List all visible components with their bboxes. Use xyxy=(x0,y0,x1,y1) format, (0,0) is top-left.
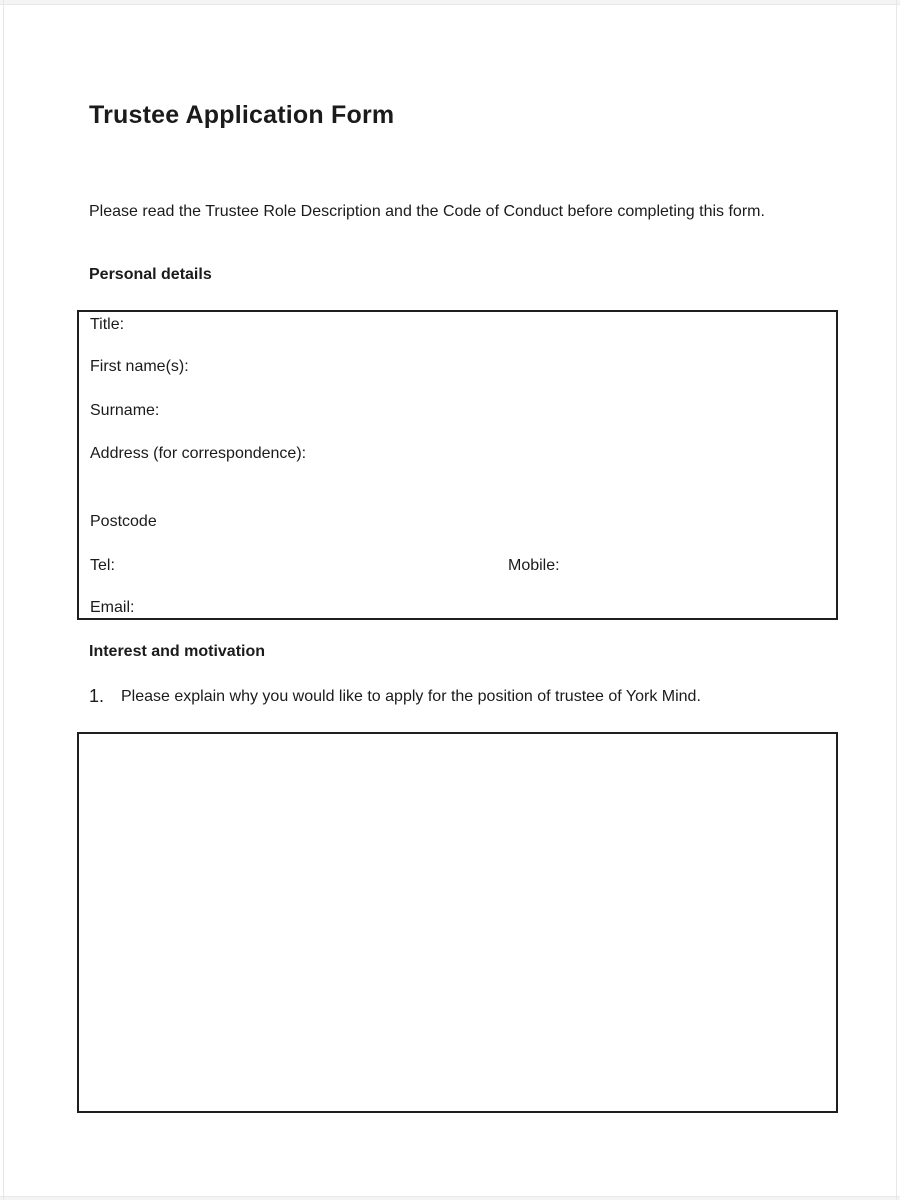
mobile-field-label: Mobile: xyxy=(508,557,560,574)
personal-details-heading: Personal details xyxy=(89,266,212,283)
question-1-text: Please explain why you would like to apply for the position of trustee of York Mind. xyxy=(121,688,701,705)
question-1-number: 1. xyxy=(89,686,105,706)
field-row-email[interactable] xyxy=(79,599,836,629)
surname-field-label: Surname: xyxy=(90,402,160,419)
field-row-surname[interactable] xyxy=(79,402,836,432)
field-row-title[interactable] xyxy=(79,316,836,346)
page-right-edge xyxy=(896,0,897,1200)
title-field-label: Title: xyxy=(90,316,125,333)
postcode-field-label: Postcode xyxy=(90,513,157,530)
page-top-edge xyxy=(0,0,900,5)
intro-paragraph: Please read the Trustee Role Description and the Code of Conduct before completing this form. xyxy=(89,203,765,220)
personal-details-box xyxy=(77,310,838,620)
field-row-postcode[interactable] xyxy=(79,513,836,543)
page-left-edge xyxy=(3,0,4,1200)
email-field-label: Email: xyxy=(90,599,135,616)
field-row-first-name[interactable] xyxy=(79,358,836,388)
question-1-answer-box[interactable] xyxy=(77,732,838,1113)
field-row-tel-mobile[interactable] xyxy=(79,557,836,587)
page-bottom-edge xyxy=(0,1196,900,1200)
field-row-address[interactable] xyxy=(79,445,836,475)
tel-field-label: Tel: xyxy=(90,557,115,574)
first-name-field-label: First name(s): xyxy=(90,358,189,375)
interest-motivation-heading: Interest and motivation xyxy=(89,643,266,660)
address-field-label: Address (for correspondence): xyxy=(90,445,307,462)
document-title: Trustee Application Form xyxy=(89,101,395,129)
